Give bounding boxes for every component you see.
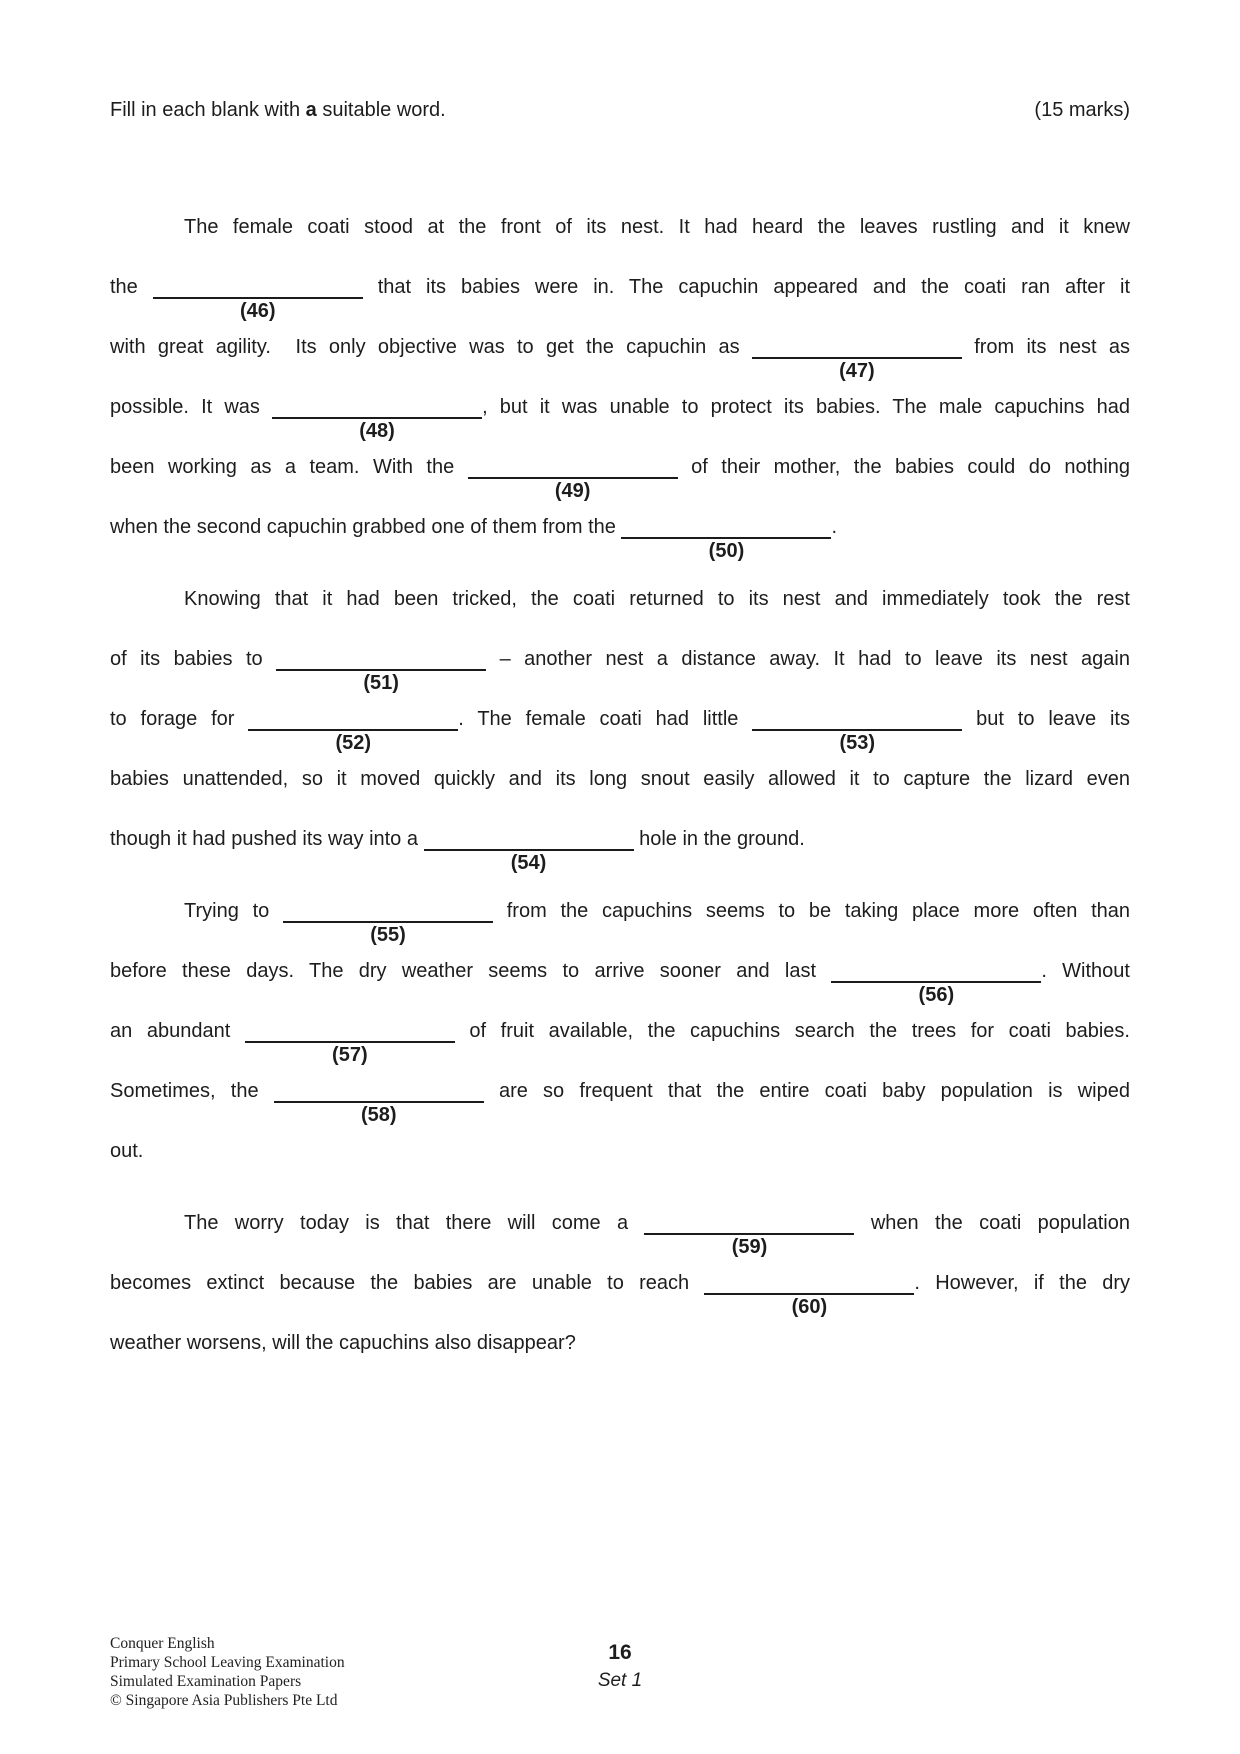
marks-label: (15 marks) (1034, 99, 1130, 121)
line-text: though it had pushed its way into a (110, 828, 424, 850)
blank-underline (621, 511, 831, 562)
blank-number-label: (56) (918, 984, 955, 1006)
blank-underline (274, 1075, 484, 1126)
blank-number-label: (49) (554, 480, 591, 502)
line-text: . Without (1041, 960, 1130, 982)
text-line (110, 1313, 1130, 1373)
blank-underline (272, 391, 482, 442)
blank-underline (752, 703, 962, 754)
text-line (110, 1253, 1130, 1318)
line-text: . The female coati had little (458, 708, 753, 730)
blank-number-label: (59) (731, 1236, 768, 1258)
text-line (110, 1121, 1130, 1181)
text-line (110, 749, 1130, 809)
instruction-text (110, 96, 446, 124)
line-text: – another nest a distance away. It had to leave its nest again (486, 648, 1130, 670)
text-line (110, 881, 1130, 946)
blank-number-label: (51) (363, 672, 399, 694)
line-text: to forage for (110, 708, 249, 730)
set-label: Set 1 (597, 1670, 643, 1691)
imprint-line: Conquer English (110, 1635, 215, 1652)
instruction-bold-word: a (305, 99, 317, 121)
blank-underline (752, 331, 962, 382)
text-line (110, 377, 1130, 442)
blank-number-label: (53) (839, 732, 876, 754)
paragraph (110, 197, 1131, 562)
blank-number-label: (58) (360, 1104, 397, 1126)
line-text: when the second capuchin grabbed one of them from the (110, 516, 622, 538)
line-text: becomes extinct because the babies are unable to reach (110, 1272, 705, 1294)
instruction-prefix: Fill in each blank with (110, 99, 306, 121)
line-text: weather worsens, will the capuchins also disappear? (110, 1332, 576, 1354)
instruction-line (110, 96, 1130, 124)
line-text: that its babies were in. The capuchin appeared and the coati ran after it (362, 276, 1130, 298)
line-text: been working as a team. With the (110, 456, 468, 478)
blank-underline (276, 643, 486, 694)
line-text: babies unattended, so it moved quickly and its long snout easily allowed it to capture the lizard even (110, 768, 1130, 790)
line-text: before these days. The dry weather seems to arrive sooner and last (110, 960, 832, 982)
paragraph (110, 1193, 1130, 1373)
line-text: hole in the ground. (633, 828, 805, 850)
line-text: of its babies to (110, 648, 277, 670)
line-text: . However, if the dry (914, 1272, 1130, 1294)
line-text: with great agility. Its only objective was to get the capuchin as (110, 336, 752, 358)
text-line (110, 1193, 1130, 1258)
blank-underline (283, 895, 493, 946)
text-line (110, 497, 1130, 562)
paragraph (110, 881, 1130, 1181)
blank-number-label: (52) (335, 732, 372, 754)
text-line (110, 197, 1130, 257)
line-text: but to leave its (962, 708, 1130, 730)
line-text: are so frequent that the entire coati baby population is wiped (483, 1080, 1130, 1102)
blank-underline (704, 1267, 914, 1318)
text-line (110, 809, 1130, 874)
imprint-line: Simulated Examination Papers (110, 1673, 302, 1690)
line-text: from its nest as (961, 336, 1130, 358)
text-line (110, 569, 1130, 629)
blank-underline (644, 1207, 854, 1258)
line-text: The worry today is that there will come a (184, 1212, 645, 1234)
blank-number-label: (60) (791, 1296, 828, 1318)
blank-number-label: (48) (359, 420, 395, 442)
line-text: The female coati stood at the front of its nest. It had heard the leaves rustling and it knew (184, 216, 1130, 238)
line-text: an abundant (110, 1020, 245, 1042)
blank-underline (153, 271, 363, 322)
line-text: out. (110, 1140, 144, 1162)
imprint-line: Primary School Leaving Examination (110, 1654, 345, 1671)
blank-underline (248, 703, 458, 754)
text-line (110, 1061, 1130, 1126)
text-line (110, 317, 1130, 382)
text-line (110, 689, 1130, 754)
text-line (110, 257, 1130, 322)
blank-number-label: (47) (839, 360, 875, 382)
blank-underline (245, 1015, 455, 1066)
line-text: of fruit available, the capuchins search the trees for coati babies. (454, 1020, 1130, 1042)
blank-number-label: (46) (239, 300, 276, 322)
instruction-suffix: suitable word. (316, 99, 446, 121)
imprint-line: © Singapore Asia Publishers Pte Ltd (110, 1692, 338, 1709)
blank-underline (468, 451, 678, 502)
line-text: the (110, 276, 153, 298)
page-number: 16 (608, 1641, 632, 1664)
blank-underline (424, 823, 634, 874)
line-text: when the coati population (854, 1212, 1130, 1234)
text-line (110, 941, 1130, 1006)
line-text: Sometimes, the (110, 1080, 274, 1102)
line-text: . (831, 516, 838, 538)
line-text: of their mother, the babies could do nothing (677, 456, 1131, 478)
paragraph (110, 569, 1130, 874)
blank-number-label: (57) (332, 1044, 368, 1066)
text-line (110, 629, 1130, 694)
text-line (110, 1001, 1130, 1066)
passage (110, 197, 1130, 1373)
blank-underline (831, 955, 1041, 1006)
line-text: Trying to (184, 900, 283, 922)
line-text: from the capuchins seems to be taking place more often than (493, 900, 1130, 922)
text-line (110, 437, 1131, 502)
footer-center (110, 1642, 1130, 1692)
line-text: possible. It was (110, 396, 273, 418)
line-text: Knowing that it had been tricked, the coati returned to its nest and immediately took the rest (184, 588, 1130, 610)
blank-number-label: (55) (370, 924, 406, 946)
blank-number-label: (50) (708, 540, 745, 562)
blank-number-label: (54) (510, 852, 547, 874)
line-text: , but it was unable to protect its babies. The male capuchins had (482, 396, 1130, 418)
